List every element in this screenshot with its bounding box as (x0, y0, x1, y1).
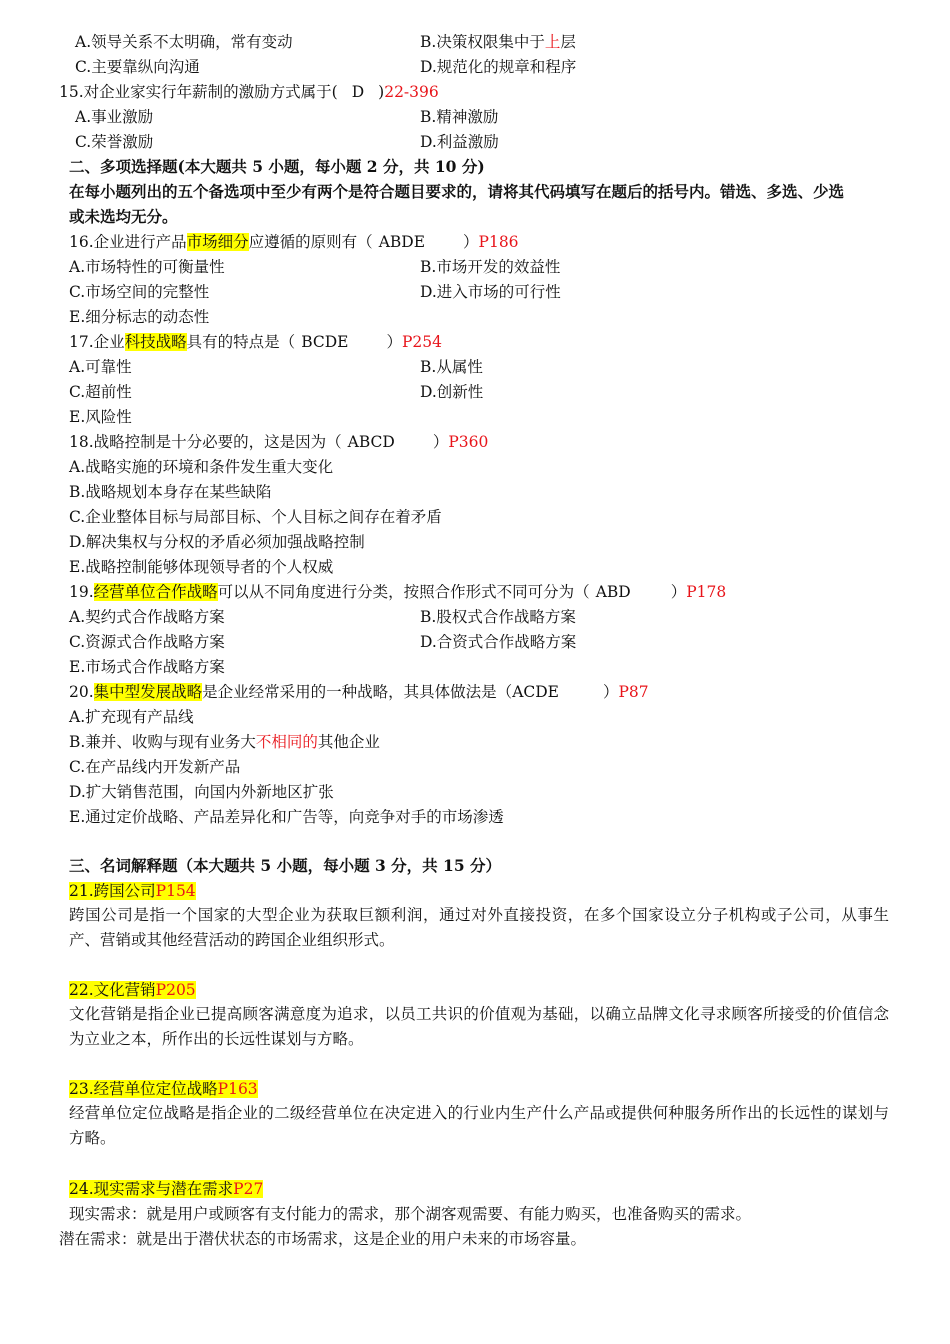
q16-ref: P186 (478, 233, 519, 251)
q16-stem-text: 16.企业进行产品 (69, 233, 187, 251)
q23-term-line (69, 1078, 258, 1100)
q22-ref: P205 (155, 981, 196, 999)
q18-option-a: A.战略实施的环境和条件发生重大变化 (69, 458, 334, 476)
q17-stem-suffix: 具有的特点是（ (186, 333, 296, 351)
q20-highlight: 集中型发展战略 (93, 683, 203, 701)
q15-ref: 22-396 (384, 83, 439, 101)
q22-term-text: 22.文化营销 (69, 981, 156, 999)
q22-definition: 文化营销是指企业已提高顾客满意度为追求，以员工共识的价值观为基础，以确立品牌文化寻求顾客所接受的价值信念为立业之本，所作出的长远性谋划与方略。 (69, 1005, 889, 1048)
q14-option-a: A.领导关系不太明确，常有变动 (75, 33, 293, 51)
q15-close: ) (378, 83, 385, 101)
q15-answer: D (351, 83, 365, 101)
q15-stem-text: 15.对企业家实行年薪制的激励方式属于( (59, 83, 338, 101)
q19-highlight: 经营单位合作战略 (93, 583, 218, 601)
q18-option-e: E.战略控制能够体现领导者的个人权威 (69, 558, 334, 576)
q17-ref: P254 (401, 333, 442, 351)
q22-term-line (69, 979, 196, 1001)
q14-option-b-suffix: 层 (560, 33, 576, 51)
q20-option-b-red: 不相同的 (255, 733, 318, 751)
q16-option-d: D.进入市场的可行性 (420, 283, 561, 301)
q17-option-a: A.可靠性 (69, 358, 132, 376)
q20-option-e: E.通过定价战略、产品差异化和广告等，向竞争对手的市场渗透 (69, 808, 504, 826)
q24-term-text: 24.现实需求与潜在需求 (69, 1180, 234, 1198)
q18-option-d: D.解决集权与分权的矛盾必须加强战略控制 (69, 533, 365, 551)
q17-highlight: 科技战略 (124, 333, 187, 351)
q18-option-b: B.战略规划本身存在某些缺陷 (69, 483, 272, 501)
q15-option-c: C.荣誉激励 (75, 133, 154, 151)
q19-close: ） (670, 583, 687, 601)
q19-option-d: D.合资式合作战略方案 (420, 633, 577, 651)
q20-option-d: D.扩大销售范围，向国内外新地区扩张 (69, 783, 334, 801)
q20-stem-text: 20. (69, 683, 94, 701)
q14-option-d: D.规范化的规章和程序 (420, 58, 577, 76)
q19-ref: P178 (686, 583, 727, 601)
section2-title: 二、多项选择题(本大题共 5 小题，每小题 2 分，共 10 分) (69, 157, 485, 176)
q16-answer: ABDE (378, 233, 426, 251)
q23-term-text: 23.经营单位定位战略 (69, 1080, 218, 1098)
q23-definition: 经营单位定位战略是指企业的二级经营单位在决定进入的行业内生产什么产品或提供何种服务所作出的长远性的谋划与方略。 (69, 1104, 889, 1147)
q20-option-b (69, 731, 380, 753)
section3-title: 三、名词解释题（本大题共 5 小题，每小题 3 分，共 15 分） (69, 856, 502, 875)
q15-option-b: B.精神激励 (420, 108, 499, 126)
q24-definition-real: 现实需求：就是用户或顾客有支付能力的需求，那个湖客观需要、有能力购买，也准备购买的需求。 (69, 1205, 752, 1223)
q17-stem (69, 331, 442, 353)
q20-option-c: C.在产品线内开发新产品 (69, 758, 241, 776)
q24-term (69, 1180, 263, 1198)
q22-term (69, 981, 196, 999)
q16-close: ） (463, 233, 479, 251)
q17-option-c: C.超前性 (69, 383, 132, 401)
q24-term-line (69, 1178, 263, 1200)
q21-term-text: 21.跨国公司 (69, 882, 156, 900)
q17-close: ） (386, 333, 402, 351)
q23-ref: P163 (217, 1080, 258, 1098)
q24-definition-latent: 潜在需求：就是出于潜伏状态的市场需求，这是企业的用户未来的市场容量。 (59, 1230, 587, 1248)
q21-term (69, 882, 196, 900)
q16-option-b: B.市场开发的效益性 (420, 258, 561, 276)
q23-term (69, 1080, 258, 1098)
q16-highlight: 市场细分 (186, 233, 249, 251)
section2-instruction-line1: 在每小题列出的五个备选项中至少有两个是符合题目要求的，请将其代码填写在题后的括号内。错选、多选、少选 (69, 182, 845, 201)
q15-option-d: D.利益激励 (420, 133, 499, 151)
q19-option-a: A.契约式合作战略方案 (69, 608, 225, 626)
q14-option-b-red: 上 (544, 33, 561, 51)
section2-instruction-line2: 或未选均无分。 (69, 207, 178, 226)
q16-stem-suffix: 应遵循的原则有（ (248, 233, 373, 251)
q18-stem-text: 18.战略控制是十分必要的，这是因为（ (69, 433, 342, 451)
q19-stem-text: 19. (69, 583, 94, 601)
q17-option-b: B.从属性 (420, 358, 483, 376)
q19-stem-suffix: 可以从不同角度进行分类，按照合作形式不同可分为（ (217, 583, 590, 601)
q17-option-d: D.创新性 (420, 383, 484, 401)
q21-term-line (69, 880, 196, 902)
q18-option-c: C.企业整体目标与局部目标、个人目标之间存在着矛盾 (69, 508, 442, 526)
q20-answer: ACDE (512, 683, 559, 701)
q19-answer: ABD (595, 583, 631, 601)
q19-stem (69, 581, 726, 603)
q21-definition: 跨国公司是指一个国家的大型企业为获取巨额利润，通过对外直接投资，在多个国家设立分子机构或子公司，从事生产、营销或其他经营活动的跨国企业组织形式。 (69, 906, 889, 949)
q17-option-e: E.风险性 (69, 408, 132, 426)
q20-ref: P87 (618, 683, 649, 701)
q19-option-b: B.股权式合作战略方案 (420, 608, 576, 626)
q15-option-a: A.事业激励 (75, 108, 154, 126)
q20-option-b-text: B.兼并、收购与现有业务大 (69, 733, 256, 751)
q20-close: ） (602, 683, 619, 701)
q18-ref: P360 (448, 433, 489, 451)
q19-option-c: C.资源式合作战略方案 (69, 633, 225, 651)
q17-answer: BCDE (301, 333, 349, 351)
q16-option-a: A.市场特性的可衡量性 (69, 258, 225, 276)
q14-option-b (420, 31, 576, 53)
q18-answer: ABCD (347, 433, 395, 451)
q18-close: ） (432, 433, 449, 451)
q20-stem-suffix: 是企业经常采用的一种战略，其具体做法是（ (202, 683, 513, 701)
q20-option-a: A.扩充现有产品线 (69, 708, 194, 726)
q24-ref: P27 (233, 1180, 264, 1198)
q19-option-e: E.市场式合作战略方案 (69, 658, 225, 676)
q20-stem (69, 681, 649, 703)
q21-ref: P154 (155, 882, 196, 900)
q20-option-b-suffix: 其他企业 (317, 733, 380, 751)
q18-stem (69, 431, 488, 453)
q14-option-c: C.主要靠纵向沟通 (75, 58, 200, 76)
q16-option-c: C.市场空间的完整性 (69, 283, 210, 301)
q14-option-b-text: B.决策权限集中于 (420, 33, 545, 51)
q15-stem (59, 81, 439, 103)
q16-option-e: E.细分标志的动态性 (69, 308, 210, 326)
q16-stem (69, 231, 519, 253)
q17-stem-text: 17.企业 (69, 333, 125, 351)
